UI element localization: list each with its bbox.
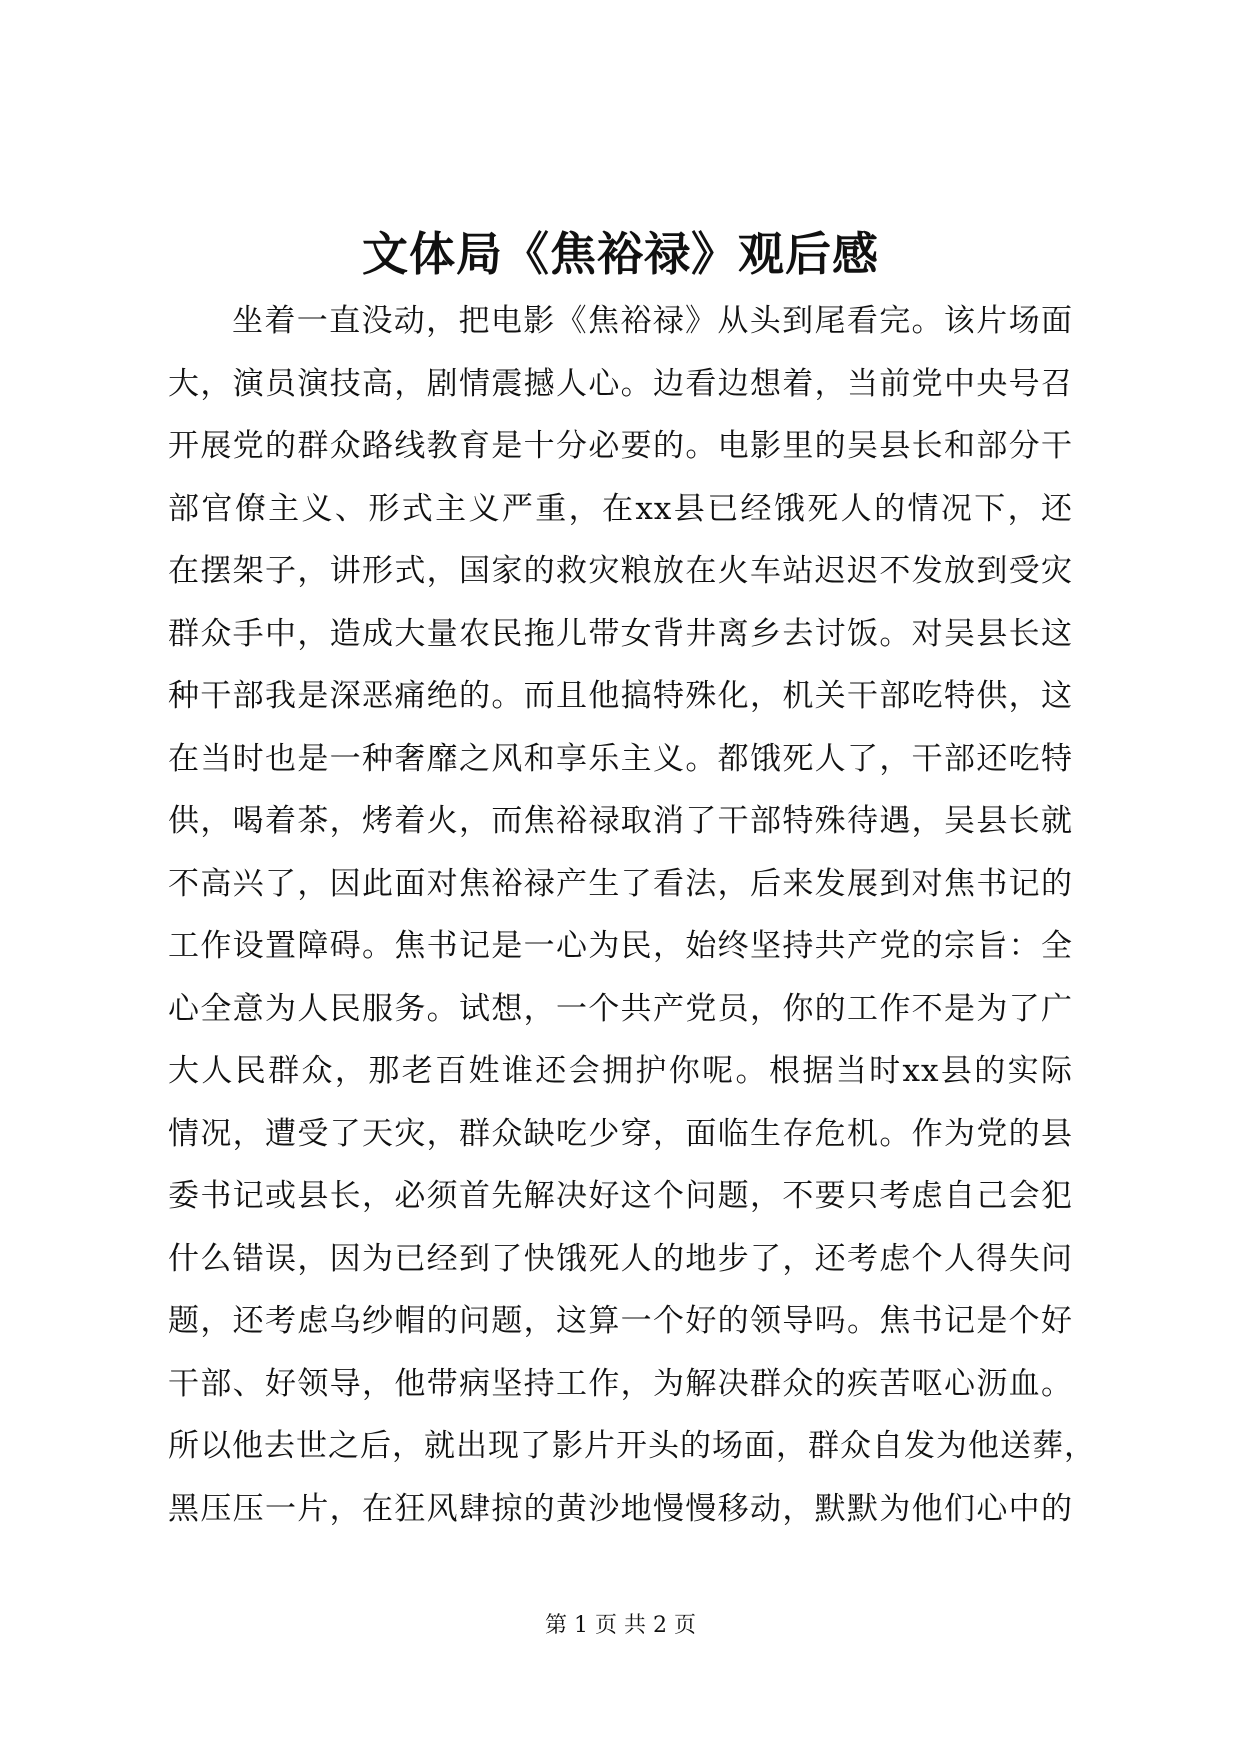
page-number-footer: 第 1 页 共 2 页 (545, 1613, 696, 1638)
text-line: 题，还考虑乌纱帽的问题，这算一个好的领导吗。焦书记是个好 (168, 1303, 1073, 1339)
text-line: 开展党的群众路线教育是十分必要的。电影里的吴县长和部分干 (168, 428, 1073, 464)
text-line: 坐着一直没动，把电影《焦裕禄》从头到尾看完。该片场面 (232, 303, 1073, 339)
page-title: 文体局《焦裕禄》观后感 (362, 227, 879, 281)
text-line: 大人民群众，那老百姓谁还会拥护你呢。根据当时xx县的实际 (168, 1053, 1073, 1089)
text-line: 部官僚主义、形式主义严重，在xx县已经饿死人的情况下，还 (168, 490, 1073, 527)
text-line: 委书记或县长，必须首先解决好这个问题，不要只考虑自己会犯 (168, 1178, 1073, 1214)
text-line: 群众手中，造成大量农民拖儿带女背井离乡去讨饭。对吴县长这 (168, 615, 1073, 652)
text-line: 在当时也是一种奢靡之风和享乐主义。都饿死人了，干部还吃特 (168, 740, 1073, 777)
text-line: 大，演员演技高，剧情震撼人心。边看边想着，当前党中央号召 (168, 365, 1073, 402)
text-line: 心全意为人民服务。试想，一个共产党员，你的工作不是为了广 (168, 990, 1073, 1027)
body-paragraph (168, 290, 1096, 1540)
text-line: 供，喝着茶，烤着火，而焦裕禄取消了干部特殊待遇，吴县长就 (168, 803, 1073, 839)
text-line: 什么错误，因为已经到了快饿死人的地步了，还考虑个人得失问 (168, 1240, 1073, 1277)
text-line: 干部、好领导，他带病坚持工作，为解决群众的疾苦呕心沥血。 (168, 1365, 1073, 1402)
text-line: 种干部我是深恶痛绝的。而且他搞特殊化，机关干部吃特供，这 (168, 678, 1073, 714)
text-line: 黑压压一片，在狂风肆掠的黄沙地慢慢移动，默默为他们心中的 (168, 1490, 1073, 1527)
text-line: 不高兴了，因此面对焦裕禄产生了看法，后来发展到对焦书记的 (168, 865, 1073, 902)
text-line: 工作设置障碍。焦书记是一心为民，始终坚持共产党的宗旨：全 (168, 928, 1073, 964)
text-line: 在摆架子，讲形式，国家的救灾粮放在火车站迟迟不发放到受灾 (168, 553, 1073, 589)
text-line: 情况，遭受了天灾，群众缺吃少穿，面临生存危机。作为党的县 (168, 1115, 1073, 1152)
text-line: 所以他去世之后，就出现了影片开头的场面，群众自发为他送葬， (168, 1428, 1096, 1464)
